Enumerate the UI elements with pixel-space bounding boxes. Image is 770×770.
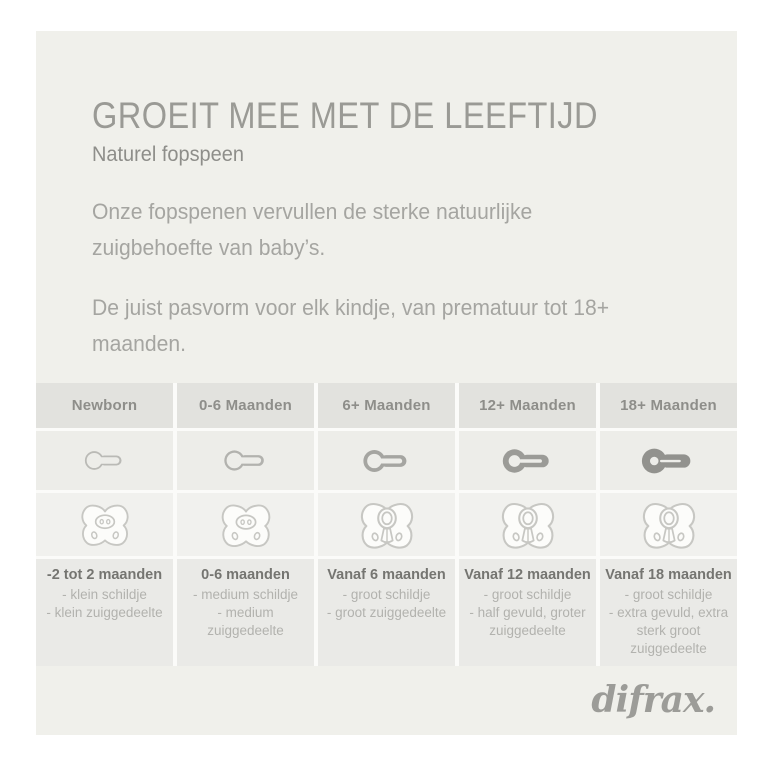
column-header-0-6: 0-6 Maanden <box>177 383 314 428</box>
feature-teat: - extra gevuld, extra sterk groot zuiggedeelte <box>608 605 729 656</box>
teat-size-cell <box>318 431 455 490</box>
age-label: 0-6 maanden <box>201 567 290 583</box>
pacifier-cell <box>177 493 314 556</box>
pacifier-ring-icon <box>497 498 559 552</box>
age-comparison-table <box>36 383 737 666</box>
description-cell-newborn <box>36 559 173 666</box>
pacifier-ring-icon <box>638 498 700 552</box>
column-header-newborn: Newborn <box>36 383 173 428</box>
teat-size-cell <box>459 431 596 490</box>
teat-size-cell <box>600 431 737 490</box>
description-cell-6plus <box>318 559 455 666</box>
pacifier-cell <box>459 493 596 556</box>
pacifier-ring-icon <box>356 498 418 552</box>
page-title: GROEIT MEE MET DE LEEFTIJD <box>92 95 598 136</box>
teat-size-5-icon <box>638 442 699 480</box>
difrax-logo: difrax. <box>591 679 715 721</box>
page-subtitle: Naturel fopspeen <box>92 143 244 166</box>
age-label: Vanaf 12 maanden <box>464 567 591 583</box>
teat-size-2-icon <box>221 445 271 476</box>
description-cell-12plus <box>459 559 596 666</box>
description-cell-18plus <box>600 559 737 666</box>
age-label: -2 tot 2 maanden <box>46 567 163 583</box>
pacifier-cell <box>36 493 173 556</box>
intro-paragraph-2: De juist pasvorm voor elk kindje, van prematuur tot 18+ maanden. <box>92 295 610 356</box>
teat-size-3-icon <box>360 444 414 478</box>
feature-shield: - groot schildje <box>483 587 572 602</box>
feature-shield: - groot schildje <box>342 587 431 602</box>
teat-size-1-icon <box>82 446 128 475</box>
feature-teat: - medium zuiggedeelte <box>207 605 284 638</box>
intro-paragraph-1: Onze fopspenen vervullen de sterke natuurlijke zuigbehoefte van baby’s. <box>92 199 533 260</box>
teat-size-cell <box>177 431 314 490</box>
pacifier-cell <box>600 493 737 556</box>
feature-teat: - groot zuiggedeelte <box>326 605 447 620</box>
description-cell-0-6 <box>177 559 314 666</box>
pacifier-flat-icon <box>77 500 133 549</box>
column-header-18plus: 18+ Maanden <box>600 383 737 428</box>
feature-shield: - medium schildje <box>192 587 299 602</box>
age-label: Vanaf 18 maanden <box>605 567 732 583</box>
pacifier-cell <box>318 493 455 556</box>
column-header-12plus: 12+ Maanden <box>459 383 596 428</box>
infographic-card <box>36 31 737 735</box>
age-label: Vanaf 6 maanden <box>327 567 446 583</box>
feature-teat: - half gevuld, groter zuiggedeelte <box>469 605 586 638</box>
teat-size-4-icon <box>499 443 557 479</box>
feature-teat: - klein zuiggedeelte <box>46 605 163 620</box>
pacifier-flat-icon <box>217 500 275 550</box>
column-header-6plus: 6+ Maanden <box>318 383 455 428</box>
feature-shield: - groot schildje <box>624 587 713 602</box>
feature-shield: - klein schildje <box>62 587 147 602</box>
teat-size-cell <box>36 431 173 490</box>
